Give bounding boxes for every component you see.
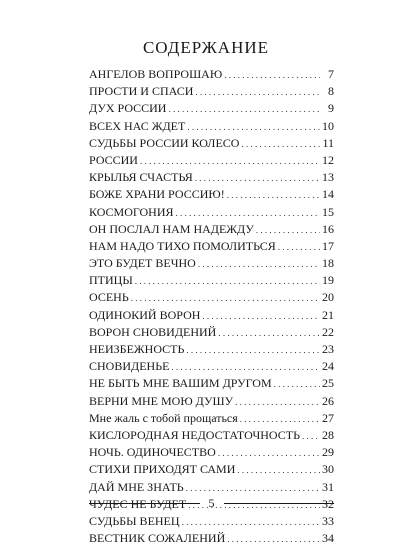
toc-entry-title: НЕИЗБЕЖНОСТЬ bbox=[89, 342, 185, 356]
dot-leader bbox=[182, 514, 320, 531]
toc-entry-title: СНОВИДЕНЬЕ bbox=[89, 359, 170, 374]
toc-entry-page-number: 13 bbox=[322, 170, 334, 185]
toc-entry-title: ОН ПОСЛАЛ НАМ НАДЕЖДУ bbox=[89, 221, 254, 236]
toc-entry-title: СТИХИ ПРИХОДЯТ САМИ bbox=[89, 462, 236, 477]
dot-leader bbox=[256, 222, 320, 239]
toc-entry bbox=[89, 393, 334, 410]
dot-leader bbox=[186, 342, 320, 359]
toc-entry-page-number: 14 bbox=[322, 187, 334, 202]
dot-leader bbox=[218, 445, 320, 462]
toc-entry bbox=[89, 324, 334, 341]
toc-entry-title: ДУХ РОССИИ bbox=[89, 101, 167, 116]
toc-entry-page-number: 30 bbox=[322, 462, 334, 477]
toc-entry bbox=[89, 66, 334, 83]
toc-entry bbox=[89, 83, 334, 100]
toc-entry bbox=[89, 100, 334, 117]
toc-entry-title: РОССИИ bbox=[89, 152, 138, 167]
dot-leader bbox=[302, 428, 320, 445]
toc-entry-page-number: 18 bbox=[322, 256, 334, 271]
toc-entry-page-number: 8 bbox=[328, 84, 334, 99]
toc-entry bbox=[89, 444, 334, 461]
toc-entry-page-number: 19 bbox=[322, 273, 334, 288]
toc-entry-page-number: 21 bbox=[322, 307, 334, 322]
toc-entry bbox=[89, 461, 334, 478]
toc-entry bbox=[89, 530, 334, 547]
toc-entry-page-number: 32 bbox=[322, 496, 334, 511]
toc-entry bbox=[89, 375, 334, 392]
dot-leader bbox=[176, 205, 321, 222]
toc-entry bbox=[89, 513, 334, 530]
toc-entry-page-number: 26 bbox=[322, 393, 334, 408]
toc-entry bbox=[89, 169, 334, 186]
toc-entry-title: ВЕРНИ МНЕ МОЮ ДУШУ bbox=[89, 393, 234, 408]
toc-entry-title: ЭТО БУДЕТ ВЕЧНО bbox=[89, 256, 196, 271]
toc-entry-page-number: 33 bbox=[322, 513, 334, 528]
toc-entry-title: ПРОСТИ И СПАСИ bbox=[89, 84, 194, 99]
dot-leader bbox=[195, 84, 320, 101]
toc-entry-title: АНГЕЛОВ ВОПРОШАЮ bbox=[89, 67, 223, 81]
toc-entry-title: ОСЕНЬ bbox=[89, 290, 129, 305]
footer-rule-left bbox=[89, 503, 200, 504]
dot-leader bbox=[195, 170, 320, 187]
dot-leader bbox=[278, 239, 320, 256]
toc-entry-page-number: 20 bbox=[322, 290, 334, 305]
dot-leader bbox=[241, 136, 320, 153]
dot-leader bbox=[235, 394, 320, 411]
toc-entry-page-number: 10 bbox=[322, 118, 334, 133]
toc-entry-title: КОСМОГОНИЯ bbox=[89, 204, 174, 219]
dot-leader bbox=[227, 531, 320, 548]
dot-leader bbox=[171, 359, 320, 376]
page-number: 5 bbox=[208, 495, 215, 510]
toc-entry-title: ВОРОН СНОВИДЕНИЙ bbox=[89, 324, 217, 339]
toc-entry-title: КИСЛОРОДНАЯ НЕДОСТАТОЧНОСТЬ bbox=[89, 427, 300, 442]
table-of-contents bbox=[89, 66, 334, 547]
toc-entry-page-number: 25 bbox=[322, 376, 334, 391]
toc-entry-title: ОДИНОКИЙ ВОРОН bbox=[89, 307, 201, 322]
toc-entry-page-number: 15 bbox=[322, 204, 334, 219]
toc-entry-page-number: 24 bbox=[322, 359, 334, 374]
toc-entry-page-number: 34 bbox=[322, 531, 334, 546]
toc-entry bbox=[89, 289, 334, 306]
toc-entry bbox=[89, 135, 334, 152]
toc-entry bbox=[89, 118, 334, 135]
toc-entry-title: ВЕСТНИК СОЖАЛЕНИЙ bbox=[89, 531, 226, 546]
dot-leader bbox=[135, 273, 320, 290]
toc-entry-title: НАМ НАДО ТИХО ПОМОЛИТЬСЯ bbox=[89, 238, 276, 253]
footer-rule-right bbox=[224, 503, 335, 504]
dot-leader bbox=[237, 462, 320, 479]
toc-entry-title: ВСЕХ НАС ЖДЕТ bbox=[89, 118, 186, 133]
toc-entry-page-number: 7 bbox=[328, 67, 334, 81]
dot-leader bbox=[218, 325, 320, 342]
toc-entry-page-number: 17 bbox=[322, 238, 334, 253]
toc-entry bbox=[89, 204, 334, 221]
toc-entry-title: БОЖЕ ХРАНИ РОССИЮ! bbox=[89, 187, 225, 202]
toc-entry-page-number: 29 bbox=[322, 445, 334, 460]
page-title: СОДЕРЖАНИЕ bbox=[142, 38, 270, 57]
toc-entry-title: НЕ БЫТЬ МНЕ ВАШИМ ДРУГОМ bbox=[89, 376, 272, 391]
dot-leader bbox=[168, 101, 320, 118]
toc-entry-page-number: 12 bbox=[322, 152, 334, 167]
toc-entry bbox=[89, 307, 334, 324]
toc-entry-page-number: 22 bbox=[322, 324, 334, 339]
toc-entry bbox=[89, 186, 334, 203]
toc-entry-title: Мне жаль с тобой прощаться bbox=[89, 410, 238, 425]
toc-entry-page-number: 31 bbox=[322, 479, 334, 494]
toc-entry-page-number: 16 bbox=[322, 221, 334, 236]
toc-entry-page-number: 9 bbox=[328, 101, 334, 116]
dot-leader bbox=[198, 256, 320, 273]
dot-leader bbox=[227, 187, 320, 204]
dot-leader bbox=[140, 153, 320, 170]
dot-leader bbox=[274, 376, 320, 393]
toc-entry-title: ПТИЦЫ bbox=[89, 273, 133, 288]
toc-entry-page-number: 11 bbox=[322, 135, 334, 150]
dot-leader bbox=[187, 119, 320, 136]
toc-entry-title: НОЧЬ. ОДИНОЧЕСТВО bbox=[89, 445, 216, 460]
toc-entry bbox=[89, 358, 334, 375]
dot-leader bbox=[240, 411, 320, 428]
dot-leader bbox=[131, 290, 320, 307]
toc-entry-title: КРЫЛЬЯ СЧАСТЬЯ bbox=[89, 170, 193, 185]
toc-entry bbox=[89, 410, 334, 427]
toc-entry bbox=[89, 152, 334, 169]
page-footer bbox=[89, 493, 334, 513]
toc-entry-page-number: 28 bbox=[322, 427, 334, 442]
dot-leader bbox=[202, 308, 320, 325]
toc-entry bbox=[89, 427, 334, 444]
toc-entry-title: СУДЬБЫ РОССИИ КОЛЕСО bbox=[89, 135, 240, 150]
toc-entry bbox=[89, 341, 334, 358]
toc-entry bbox=[89, 255, 334, 272]
dot-leader bbox=[224, 67, 320, 84]
toc-entry bbox=[89, 238, 334, 255]
toc-entry-page-number: 23 bbox=[322, 342, 334, 356]
toc-entry-title: ЧУДЕС НЕ БУДЕТ bbox=[89, 496, 187, 511]
toc-entry bbox=[89, 221, 334, 238]
toc-entry-page-number: 27 bbox=[322, 410, 334, 425]
toc-entry-title: СУДЬБЫ ВЕНЕЦ bbox=[89, 513, 180, 528]
toc-entry bbox=[89, 272, 334, 289]
toc-entry-title: ДАЙ МНЕ ЗНАТЬ bbox=[89, 479, 184, 494]
